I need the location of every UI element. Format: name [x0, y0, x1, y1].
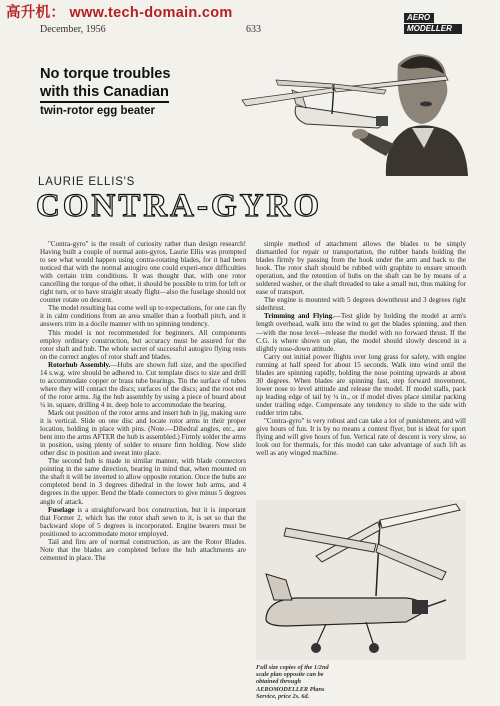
author-byline: LAURIE ELLIS'S: [38, 176, 136, 188]
paragraph: Tail and fins are of normal construction, as are the Rotor Blades. Note that the blades are completed before the hub attachments are cemented in place. The: [40, 537, 246, 562]
paragraph: [40, 361, 246, 409]
subheading: Rotorhub Assembly.: [48, 360, 111, 369]
paragraph: "Contra-gyro" is the result of curiosity rather than design research! Having built a couple of normal auto-gyros, Laurie Ellis was prompted to see what would happen using contra-rotating blades, for it had been noticed that with the normal autogiro one could experi-ence difficulties with certain trim conditions. It was thought that, with one rotor cancelling the torque of the other, it should be possible to trim for left or right turn, or to have straight steady flight—also the fuselage should not counter rotate on descent.: [40, 240, 246, 305]
headline-line3: twin-rotor egg beater: [40, 105, 156, 117]
photo-man-with-model: [236, 44, 468, 176]
subheading: Fuselage: [48, 505, 75, 514]
paragraph: Carry out initial power flights over long grass for safety, with engine running at half speed for about 15 seconds. Walk into wind until the blades are spinning rapidly, holding the nose pointing upwards at about 30 degrees. When blades are spinning fast, step forward movement, lower nose to level attitude and release the model. If model stalls, pack up leading edge of tail by ¼ in., or if model dives place similar packing under trailing edge. Compensate any tendency to slide to the side with rudder trim tabs.: [256, 352, 466, 417]
paragraph: [40, 506, 246, 538]
paragraph: simple method of attachment allows the blades to be simply dismantled for repair or transportation, the rubber bands holding the blades firmly by passing from the hook under the arm and back to the hook. The rotor shaft should be rubbed with graphite to ensure smooth operation, and the retention of hubs on the shaft can be by means of a soldered washer, or the shaft threaded to take a small nut, thus making for ease of transport.: [256, 240, 466, 297]
magazine-logo: [404, 13, 466, 35]
paragraph: The model resulting has come well up to expectations, for one can fly it in calm conditions from an area smaller than a football pitch, and it answers trim in a docile manner with no spinning tendency.: [40, 304, 246, 329]
watermark: 高升机： www.tech-domain.com: [6, 5, 233, 21]
paragraph: "Contra-gyro" is very robust and can take a lot of punishment, and will give hours of fun. It is by no means a contest flyer, but is ideal for sport flying and will give hours of fun. Vertical rate of descent is very slow, so look out for thermals, for this model can take advantage of such lift as well as any winged machine.: [256, 417, 466, 458]
plans-caption: Full size copies of the 1/2nd scale plan opposite can be obtained through AEROMODELLER Plans Service, price 2s. 6d.: [256, 664, 329, 700]
paragraph: This model is not recommended for beginners. All components employ ordinary construction, but accuracy must be assured for the rotor shaft and hub. The whole secret of successful autogiro flying rests on the correct angles of rotor shaft and blades.: [40, 328, 246, 361]
issue-date: December, 1956: [40, 24, 106, 35]
subheading: Trimming and Flying.: [264, 312, 334, 321]
headline-line2: with this Canadian: [40, 84, 169, 103]
logo-line1: AERO: [404, 13, 434, 23]
paragraph: The engine is mounted with 5 degrees downthrust and 3 degrees right sidethrust.: [256, 296, 466, 313]
headline-line1: No torque troubles: [40, 66, 171, 82]
paragraph-text: is a straightforward box construction, but it is important that Former 2, which has the rotor shaft sewn to it, is set so that the backward slope of 5 degrees is incorporated. Engine bearers must be positioned to accommodate motor employed.: [40, 505, 246, 538]
article-title: CONTRA-GYRO: [36, 188, 322, 224]
photo-model-in-flight: [256, 500, 466, 660]
paragraph: The second hub is made in similar manner, with blade connectors pointing in the same direction, bearing in mind that, when mounted on the shaft it will be inverted to allow opposite rotation. Once the hubs are completed bend in 3 degrees dihedral in the lower hub arms, and 4 degrees in the upper. Bend the blade connectors to give minus 5 degrees angle of attack.: [40, 457, 246, 506]
paragraph-text: —Hubs are shown full size, and the specified 14 s.w.g. wire should be adhered to. Cut template discs to size and drill to accommodate copper or brass tube bearings. Tin the surface of tubes where they will contact the discs; surfaces of the discs; and the root end of the rotor arms. Jig the hub assembly by using a piece of board about ¼ in. square, drilling 4 in. deep hole to accommodate the bearing.: [40, 360, 246, 409]
paragraph: [256, 312, 466, 352]
paragraph: Mark out position of the rotor arms and insert hub in jig, making sure it is vertical. Slide on one disc and locate rotor arms in their proper location, holding in place with pins. (Note.—Dihedral angles, etc., are bent into the arms AFTER the hub is assembled.) Firmly solder the arms in position, using plenty of solder to ensure firm holding. Now slide other disc in position and sweat into place.: [40, 408, 246, 458]
text-column-right: [256, 240, 466, 457]
paragraph-text: —Test glide by holding the model at arm's length overhead, walk into the wind to get the blades spinning, and then—with the nose level—release the model with no forward thrust. If the C.G. is where shown on plan, the model should slowly descend in a slightly nose-down attitude.: [256, 312, 466, 353]
page-number: 633: [246, 24, 261, 35]
text-column-left: [40, 240, 246, 562]
logo-line2: MODELLER: [404, 24, 462, 34]
